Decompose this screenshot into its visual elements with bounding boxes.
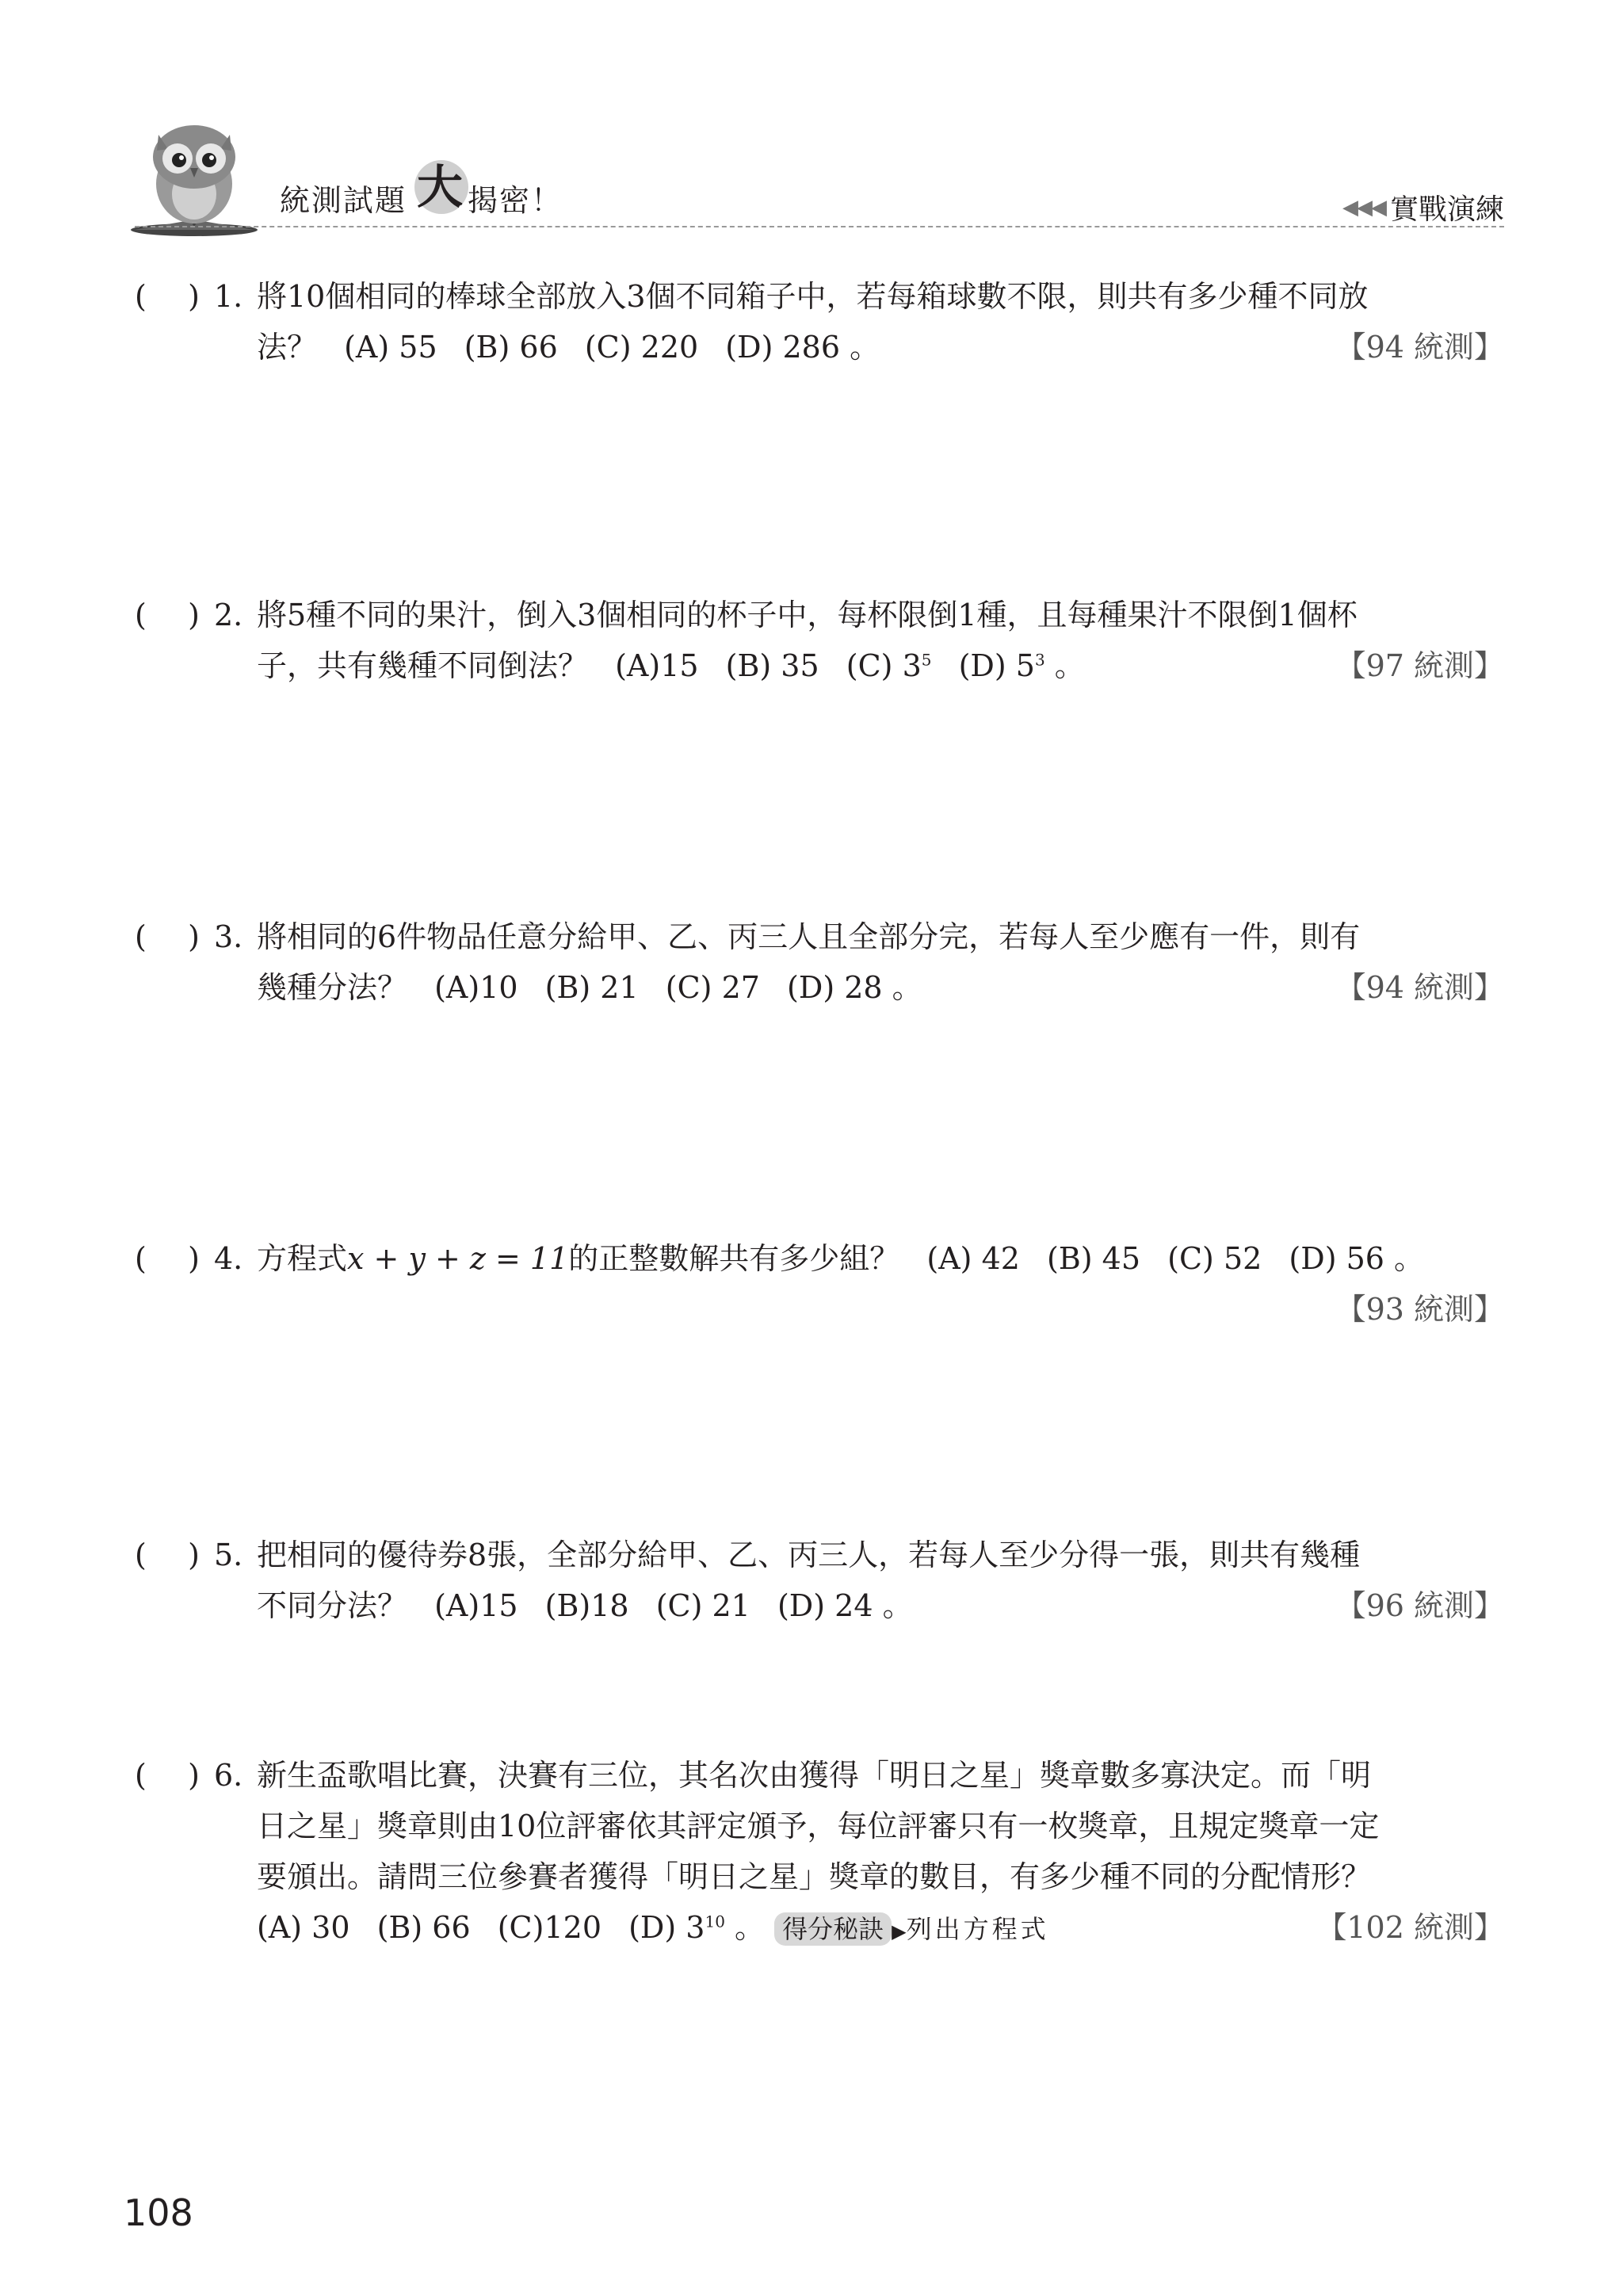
option-a: (A)10 [434,970,518,1005]
option-a: (A) 55 [344,330,437,365]
answer-blank[interactable]: ( ) [135,919,200,954]
hint-badge: 得分秘訣 [774,1912,892,1946]
play-arrow-icon: ▶ [892,1920,907,1943]
question-text: 方程式x + y + z = 11的正整數解共有多少組？ (A) 42 (B) 45 (C) 52 (D) 56 。 [257,1241,1425,1276]
option-a: (A) 30 [257,1910,350,1945]
option-d: (D) $5^3$ [958,648,1045,683]
question-text: 將相同的6件物品任意分給甲、乙、丙三人且全部分完，若每人至少應有一件，則有 [257,919,1361,954]
answer-blank[interactable]: ( ) [135,279,200,314]
option-c: (C) $3^5$ [846,648,932,683]
question-number: 5. [214,1538,243,1572]
question-options: (A) 30 (B) 66 (C)120 (D) $3^{10}$ 。 得分秘訣 ▶列出方程式 [257,1910,1049,1945]
question-text-cont: 日之星」獎章則由10位評審依其評定頒予，每位評審只有一枚獎章，且規定獎章一定 [257,1809,1380,1843]
header-big-char-text: 大 [416,160,464,214]
option-d: (D) 24 。 [777,1588,913,1623]
option-d: (D) 56 。 [1289,1241,1425,1276]
question-number: 3. [214,919,243,954]
option-c: (C) 52 [1167,1241,1262,1276]
question-text: 將5種不同的果汁，倒入3個相同的杯子中，每杯限倒1種，且每種果汁不限倒1個杯 [257,598,1358,632]
question-text: 將10個相同的棒球全部放入3個不同箱子中，若每箱球數不限，則共有多少種不同放 [257,279,1369,314]
question-number: 6. [214,1758,243,1793]
header-big-character [408,155,472,219]
option-a: (A)15 [615,648,699,683]
question-3 [135,913,1504,1016]
option-a: (A) 42 [926,1241,1020,1276]
option-d: (D) 28 。 [787,970,922,1005]
option-b: (B) 66 [376,1910,471,1945]
question-text: 把相同的優待券8張，全部分給甲、乙、丙三人，若每人至少分得一張，則共有幾種 [257,1538,1361,1572]
equation: x + y + z = 11 [347,1241,569,1276]
option-b: (B) 21 [544,970,639,1005]
answer-blank[interactable]: ( ) [135,1538,200,1572]
hint-text: 列出方程式 [906,1914,1049,1944]
option-b: (B) 35 [725,648,819,683]
question-number: 2. [214,598,243,632]
question-number: 1. [214,279,243,314]
header-section [1342,187,1504,227]
question-6 [135,1752,1504,1958]
exam-source: 【96 統測】 [1335,1588,1504,1623]
section-title: 實戰演練 [1389,193,1504,226]
option-c: (C) 27 [665,970,760,1005]
option-c: (C)120 [497,1910,601,1945]
option-d: (D) 286 。 [725,330,880,365]
option-b: (B) 45 [1047,1241,1141,1276]
option-d: (D) $3^{10}$ [628,1910,725,1945]
question-text: 新生盃歌唱比賽，決賽有三位，其名次由獲得「明日之星」獎章數多寡決定。而「明 [257,1758,1372,1793]
option-b: (B)18 [544,1588,629,1623]
answer-blank[interactable]: ( ) [135,1758,200,1793]
page-number: 108 [124,2191,193,2234]
option-a: (A)15 [434,1588,518,1623]
exam-source: 【94 統測】 [1335,330,1504,365]
exam-source: 【97 統測】 [1335,648,1504,683]
answer-blank[interactable]: ( ) [135,598,200,632]
exam-source: 【93 統測】 [1335,1292,1504,1327]
option-c: (C) 220 [584,330,699,365]
question-text-cont: 法？ (A) 55 (B) 66 (C) 220 (D) 286 。 [257,330,880,365]
header-title-suffix: 揭密！ [468,183,563,218]
question-number: 4. [214,1241,243,1276]
header-divider [135,226,1504,227]
triple-left-arrow-icon: ◀◀◀ [1342,195,1385,220]
question-text-cont: 不同分法？ (A)15 (B)18 (C) 21 (D) 24 。 [257,1588,913,1623]
owl-reading-book-icon [127,119,262,238]
question-text-cont: 幾種分法？ (A)10 (B) 21 (C) 27 (D) 28 。 [257,970,922,1005]
question-text-cont: 要頒出。請問三位參賽者獲得「明日之星」獎章的數目，有多少種不同的分配情形？ [257,1859,1372,1894]
question-2 [135,591,1504,694]
question-5 [135,1531,1504,1634]
question-1 [135,273,1504,376]
exam-source: 【94 統測】 [1335,970,1504,1005]
option-c: (C) 21 [655,1588,750,1623]
question-text-cont: 子，共有幾種不同倒法？ (A)15 (B) 35 (C) $3^5$ (D) $5^3$ 。 [257,648,1085,683]
answer-blank[interactable]: ( ) [135,1241,200,1276]
header-title: 統測試題 [280,183,407,218]
question-4 [135,1235,1504,1338]
exam-source: 【102 統測】 [1316,1910,1504,1945]
option-b: (B) 66 [464,330,558,365]
